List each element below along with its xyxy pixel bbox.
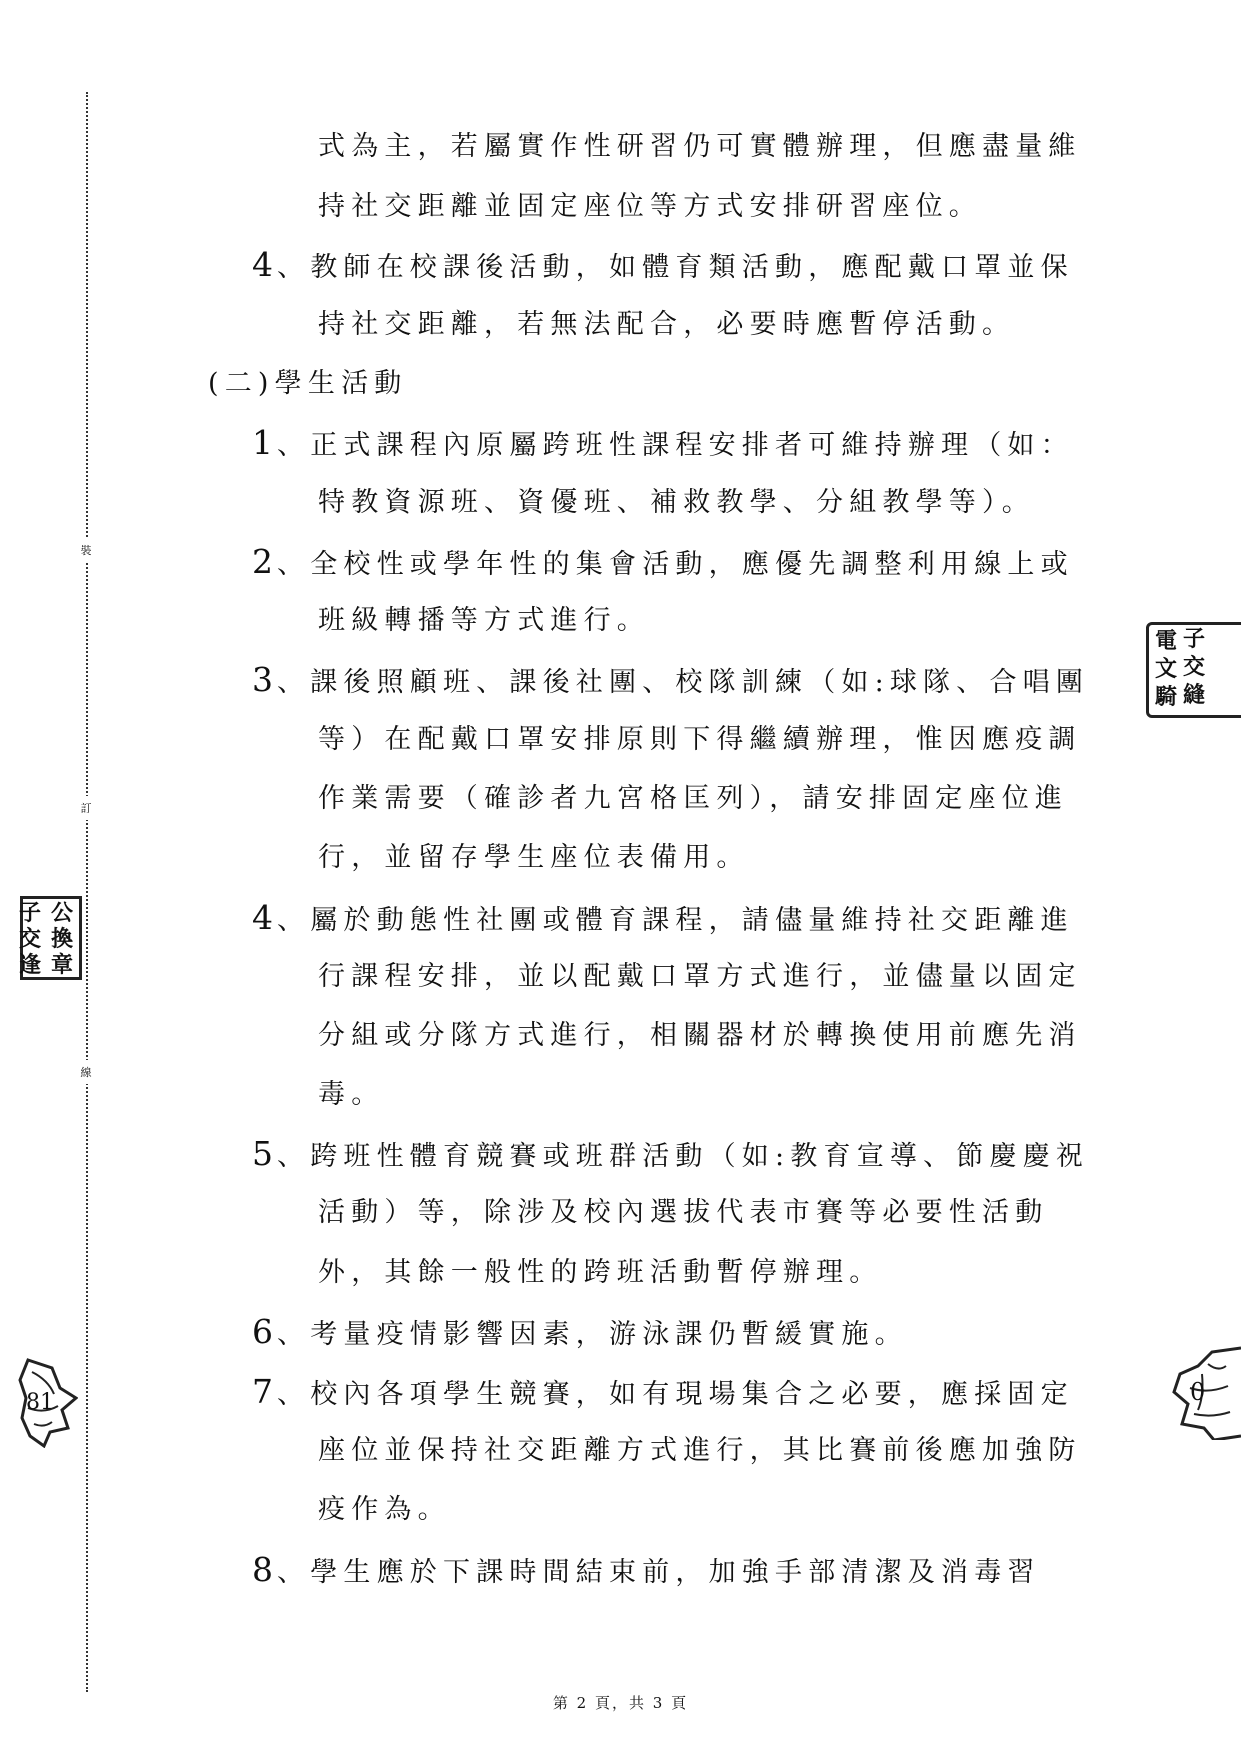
left-seal-number: 81 [26,1390,54,1415]
binding-dotted-line [86,92,88,1692]
list-item: 5、跨班性體育競賽或班群活動（如:教育宣導、節慶慶祝 [252,1134,1090,1173]
text-line: 特教資源班、資優班、補救教學、分組教學等）。 [318,487,1035,518]
text-line: 分組或分隊方式進行，相關器材於轉換使用前應先消 [318,1020,1082,1051]
text-line: 持社交距離，若無法配合，必要時應暫停活動。 [318,309,1016,340]
item-number: 2 [252,542,277,581]
list-item: 7、校內各項學生競賽，如有現場集合之必要，應採固定 [252,1372,1074,1411]
item-number: 8 [252,1550,277,1589]
list-item: 6、考量疫情影響因素，游泳課仍暫緩實施。 [252,1312,908,1351]
list-item: 4、屬於動態性社團或體育課程，請儘量維持社交距離進 [252,898,1074,937]
right-seal-mark [1168,1344,1241,1440]
text-line: 持社交距離並固定座位等方式安排研習座位。 [318,191,982,222]
binding-char-ding: 訂 [81,796,92,820]
item-number: 3 [252,660,277,699]
list-item: 1、正式課程內原屬跨班性課程安排者可維持辦理（如： [252,423,1074,462]
text-line: 行，並留存學生座位表備用。 [318,842,750,873]
item-number: 1 [252,423,277,462]
text-line: 活動）等，除涉及校內選拔代表市賽等必要性活動 [318,1197,1049,1228]
left-seal-mark [18,1358,78,1448]
list-item: 3、課後照顧班、課後社團、校隊訓練（如:球隊、合唱團 [252,660,1090,699]
text-line: 等）在配戴口罩安排原則下得繼續辦理，惟因應疫調 [318,724,1082,755]
list-item: 8、學生應於下課時間結束前，加強手部清潔及消毒習 [252,1550,1041,1589]
list-item: 4、教師在校課後活動，如體育類活動，應配戴口罩並保 [252,245,1074,284]
binding-char-zhuang: 裝 [81,538,92,562]
item-number: 4 [252,898,277,937]
item-number: 4 [252,245,277,284]
list-item: 2、全校性或學年性的集會活動，應優先調整利用線上或 [252,542,1074,581]
text-line: 座位並保持社交距離方式進行，其比賽前後應加強防 [318,1435,1082,1466]
text-line: 外，其餘一般性的跨班活動暫停辦理。 [318,1257,883,1288]
right-seal-number: 0 [1190,1378,1206,1406]
page-footer: 第 2 頁，共 3 頁 [552,1694,689,1712]
item-number: 6 [252,1312,277,1351]
text-line: 疫作為。 [318,1494,451,1525]
item-number: 5 [252,1134,277,1173]
right-electronic-stamp: 電 子 文 交 騎 縫 [1146,622,1241,718]
text-line: 作業需要（確診者九宮格匡列），請安排固定座位進 [318,783,1069,814]
text-line: 式為主，若屬實作性研習仍可實體辦理，但應盡量維 [318,131,1082,162]
left-exchange-stamp: 子 公 交 換 逢 章 [20,896,82,980]
text-line: 行課程安排，並以配戴口罩方式進行，並儘量以固定 [318,961,1082,992]
binding-char-xian: 線 [81,1060,92,1084]
section-heading: (二)學生活動 [208,368,408,399]
text-line: 毒。 [318,1079,385,1110]
item-number: 7 [252,1372,277,1411]
text-line: 班級轉播等方式進行。 [318,605,650,636]
